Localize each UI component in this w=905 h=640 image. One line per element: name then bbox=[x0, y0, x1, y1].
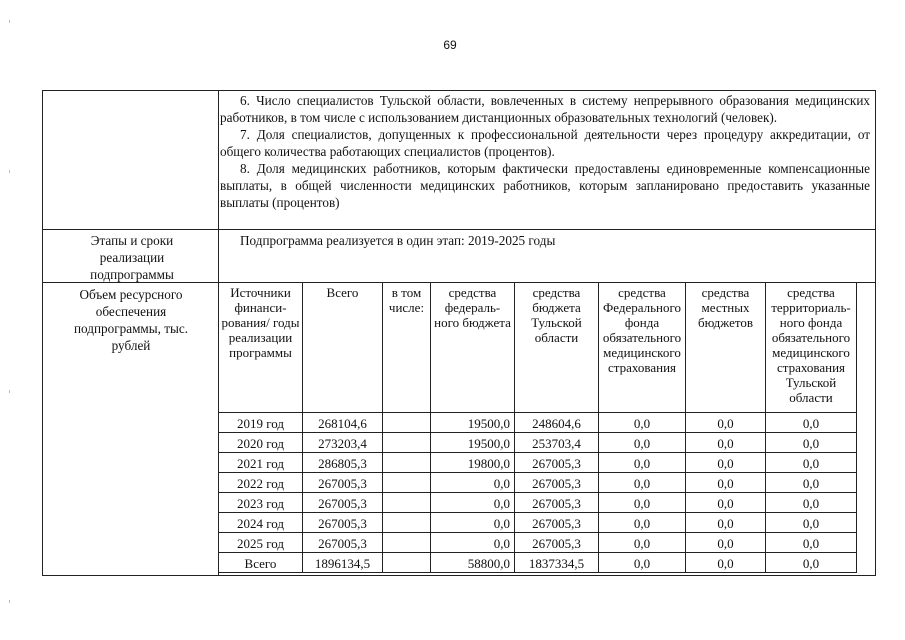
cell-total: 1896134,5 bbox=[303, 553, 383, 573]
cell-federal: 0,0 bbox=[431, 533, 515, 553]
cell-year: Всего bbox=[219, 553, 303, 573]
cell-total: 273203,4 bbox=[303, 433, 383, 453]
cell-year: 2020 год bbox=[219, 433, 303, 453]
funding-table-body bbox=[219, 413, 857, 573]
cell-year: 2024 год bbox=[219, 513, 303, 533]
table-row bbox=[219, 473, 857, 493]
stages-label: Этапы и сроки реализации подпрограммы bbox=[90, 233, 174, 282]
cell-local: 0,0 bbox=[686, 493, 766, 513]
table-row bbox=[219, 553, 857, 573]
cell-federal: 58800,0 bbox=[431, 553, 515, 573]
table-row bbox=[219, 533, 857, 553]
cell-regional: 267005,3 bbox=[515, 533, 599, 553]
cell-regional: 267005,3 bbox=[515, 513, 599, 533]
cell-federal: 0,0 bbox=[431, 493, 515, 513]
cell-ffoms: 0,0 bbox=[599, 453, 686, 473]
cell-total: 267005,3 bbox=[303, 513, 383, 533]
goal-item-7: 7. Доля специалистов, допущенных к профессиональной деятельности через процедуру аккредитации, от общего количества работающих специалистов (процентов). bbox=[220, 127, 870, 159]
cell-regional: 267005,3 bbox=[515, 453, 599, 473]
cell-ffoms: 0,0 bbox=[599, 413, 686, 433]
cell-regional: 267005,3 bbox=[515, 493, 599, 513]
cell-federal: 0,0 bbox=[431, 473, 515, 493]
cell-including bbox=[383, 453, 431, 473]
funding-label: Объем ресурсного обеспечения подпрограммы, тыс. рублей bbox=[74, 287, 188, 353]
goal-item-6: 6. Число специалистов Тульской области, вовлеченных в систему непрерывного образования медицинских работников, в том числе с использованием дистанционных образовательных технологий (человек). bbox=[220, 93, 870, 125]
cell-ffoms: 0,0 bbox=[599, 473, 686, 493]
cell-including bbox=[383, 413, 431, 433]
cell-ffoms: 0,0 bbox=[599, 513, 686, 533]
table-row bbox=[219, 413, 857, 433]
cell-federal: 19500,0 bbox=[431, 413, 515, 433]
cell-federal: 19800,0 bbox=[431, 453, 515, 473]
cell-regional: 253703,4 bbox=[515, 433, 599, 453]
cell-tfoms: 0,0 bbox=[766, 413, 857, 433]
cell-local: 0,0 bbox=[686, 533, 766, 553]
cell-regional: 248604,6 bbox=[515, 413, 599, 433]
cell-ffoms: 0,0 bbox=[599, 553, 686, 573]
scan-mark bbox=[9, 20, 10, 23]
cell-including bbox=[383, 513, 431, 533]
cell-including bbox=[383, 493, 431, 513]
header-local-budgets: средства местных бюджетов bbox=[686, 283, 766, 413]
cell-tfoms: 0,0 bbox=[766, 513, 857, 533]
cell-ffoms: 0,0 bbox=[599, 493, 686, 513]
cell-total: 267005,3 bbox=[303, 473, 383, 493]
cell-including bbox=[383, 553, 431, 573]
cell-year: 2023 год bbox=[219, 493, 303, 513]
cell-local: 0,0 bbox=[686, 433, 766, 453]
table-row bbox=[219, 513, 857, 533]
cell-including bbox=[383, 533, 431, 553]
cell-total: 268104,6 bbox=[303, 413, 383, 433]
cell-including bbox=[383, 473, 431, 493]
cell-federal: 0,0 bbox=[431, 513, 515, 533]
cell-local: 0,0 bbox=[686, 413, 766, 433]
cell-tfoms: 0,0 bbox=[766, 533, 857, 553]
header-total: Всего bbox=[303, 283, 383, 413]
cell-federal: 19500,0 bbox=[431, 433, 515, 453]
header-sources: Источники финанси-рования/ годы реализации программы bbox=[219, 283, 303, 413]
scan-mark bbox=[9, 390, 10, 393]
cell-local: 0,0 bbox=[686, 453, 766, 473]
row-divider-goals bbox=[42, 229, 876, 230]
cell-tfoms: 0,0 bbox=[766, 453, 857, 473]
funding-table bbox=[218, 282, 857, 573]
header-federal-budget: средства федераль-ного бюджета bbox=[431, 283, 515, 413]
cell-ffoms: 0,0 bbox=[599, 533, 686, 553]
cell-ffoms: 0,0 bbox=[599, 433, 686, 453]
stages-value: Подпрограмма реализуется в один этап: 2019-2025 годы bbox=[240, 233, 556, 248]
funding-table-header bbox=[219, 283, 857, 413]
header-tfoms: средства территориаль-ного фонда обязательного медицинского страхования Тульской области bbox=[766, 283, 857, 413]
cell-tfoms: 0,0 bbox=[766, 493, 857, 513]
goals-list bbox=[220, 92, 870, 211]
scan-mark bbox=[9, 600, 10, 603]
header-ffoms: средства Федерального фонда обязательного медицинского страхования bbox=[599, 283, 686, 413]
cell-tfoms: 0,0 bbox=[766, 433, 857, 453]
cell-including bbox=[383, 433, 431, 453]
cell-total: 267005,3 bbox=[303, 533, 383, 553]
cell-total: 286805,3 bbox=[303, 453, 383, 473]
table-row bbox=[219, 433, 857, 453]
cell-total: 267005,3 bbox=[303, 493, 383, 513]
table-row bbox=[219, 453, 857, 473]
cell-local: 0,0 bbox=[686, 473, 766, 493]
cell-year: 2022 год bbox=[219, 473, 303, 493]
page-number: 69 bbox=[443, 38, 457, 52]
cell-local: 0,0 bbox=[686, 513, 766, 533]
cell-year: 2019 год bbox=[219, 413, 303, 433]
cell-local: 0,0 bbox=[686, 553, 766, 573]
table-row bbox=[219, 493, 857, 513]
cell-regional: 1837334,5 bbox=[515, 553, 599, 573]
cell-year: 2021 год bbox=[219, 453, 303, 473]
goal-item-8: 8. Доля медицинских работников, которым фактически предоставлены единовременные компенсационные выплаты, в общей численности медицинских работников, которым запланировано предоставить указанные выплаты (процентов) bbox=[220, 161, 870, 210]
scan-mark bbox=[9, 170, 10, 173]
cell-year: 2025 год bbox=[219, 533, 303, 553]
cell-tfoms: 0,0 bbox=[766, 553, 857, 573]
header-including: в том числе: bbox=[383, 283, 431, 413]
cell-tfoms: 0,0 bbox=[766, 473, 857, 493]
header-regional-budget: средства бюджета Тульской области bbox=[515, 283, 599, 413]
cell-regional: 267005,3 bbox=[515, 473, 599, 493]
